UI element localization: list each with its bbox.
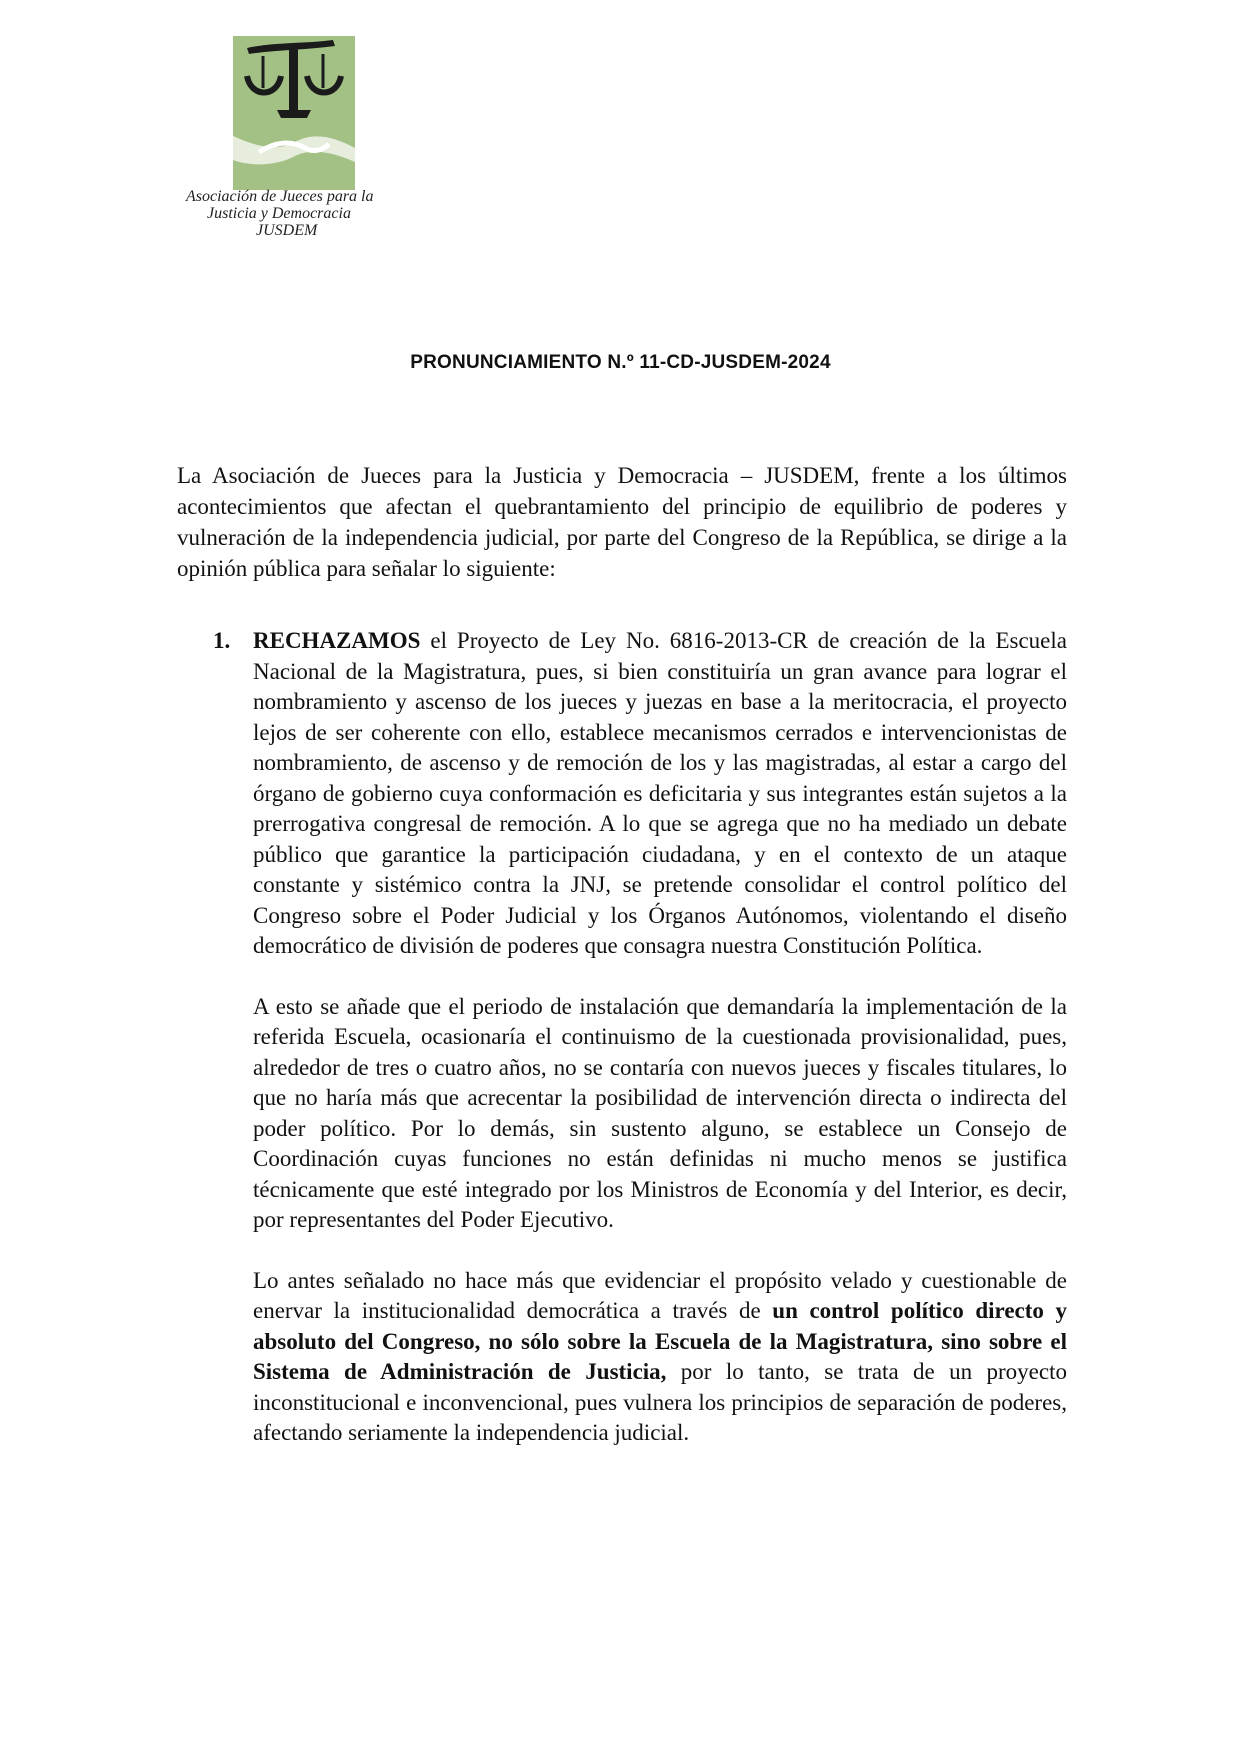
item-1-paragraph-1 xyxy=(253,626,1067,962)
intro-paragraph: La Asociación de Jueces para la Justicia y Democracia – JUSDEM, frente a los últimos acontecimientos que afectan el quebrantamiento del principio de equilibrio de poderes y vulneración de la independencia judicial, por parte del Congreso de la República, se dirige a la opinión pública para señalar lo siguiente: xyxy=(177,463,1067,581)
org-caption-line-1: Asociación de Jueces para la xyxy=(186,188,374,205)
list-item-number: 1. xyxy=(213,628,231,653)
item-1-paragraph-3 xyxy=(253,1266,1067,1449)
item-1-paragraph-3-bold: un control político directo y absoluto del Congreso, no sólo sobre la Escuela de la Magistratura, sino sobre el Sistema de Administración de Justicia, xyxy=(253,1298,1067,1384)
numbered-list xyxy=(213,626,1067,1479)
scales-of-justice-icon xyxy=(233,36,355,190)
item-1-paragraph-3-start: Lo antes señalado no hace más que evidenciar el propósito velado y cuestionable de enervar la institucionalidad democrática a través de xyxy=(253,1267,1067,1323)
item-1-lead: RECHAZAMOS xyxy=(253,628,421,653)
item-1-paragraph-3-end: por lo tanto, se trata de un proyecto inconstitucional e inconvencional, pues vulnera los principios de separación de poderes, afectando seriamente la independencia judicial. xyxy=(253,1359,1067,1445)
org-caption-line-3: JUSDEM xyxy=(256,222,318,239)
item-1-paragraph-2: A esto se añade que el periodo de instalación que demandaría la implementación de la referida Escuela, ocasionaría el continuismo de la cuestionada provisionalidad, pues, alrededor de tres o cuatro años, no se contaría con nuevos jueces y fiscales titulares, lo que no haría más que acrecentar la posibilidad de intervención directa o indirecta del poder político. Por lo demás, sin sustento alguno, se establece un Consejo de Coordinación cuyas funciones no están definidas ni mucho menos se justifica técnicamente que esté integrado por los Ministros de Economía y del Interior, es decir, por representantes del Poder Ejecutivo. xyxy=(253,993,1067,1232)
org-caption-line-2: Justicia y Democracia xyxy=(207,205,351,222)
document-title: PRONUNCIAMIENTO N.º 11-CD-JUSDEM-2024 xyxy=(410,352,831,373)
item-1-paragraph-1-text: el Proyecto de Ley No. 6816-2013-CR de creación de la Escuela Nacional de la Magistratura, pues, si bien constituiría un gran avance para lograr el nombramiento y ascenso de los jueces y juezas en base a la meritocracia, el proyecto lejos de ser coherente con ello, establece mecanismos cerrados e intervencionistas de nombramiento, de ascenso y de remoción de los y las magistradas, al estar a cargo del órgano de gobierno cuya conformación es deficitaria y sus integrantes están sujetos a la prerrogativa congresal de remoción. A lo que se agrega que no ha mediado un debate público que garantice la participación ciudadana, y en el contexto de un ataque constante y sistémico contra la JNJ, se pretende consolidar el control político del Congreso sobre el Poder Judicial y los Órganos Autónomos, violentando el diseño democrático de división de poderes que consagra nuestra Constitución Política. xyxy=(253,628,1067,958)
org-caption xyxy=(182,188,406,239)
org-logo xyxy=(233,36,355,190)
